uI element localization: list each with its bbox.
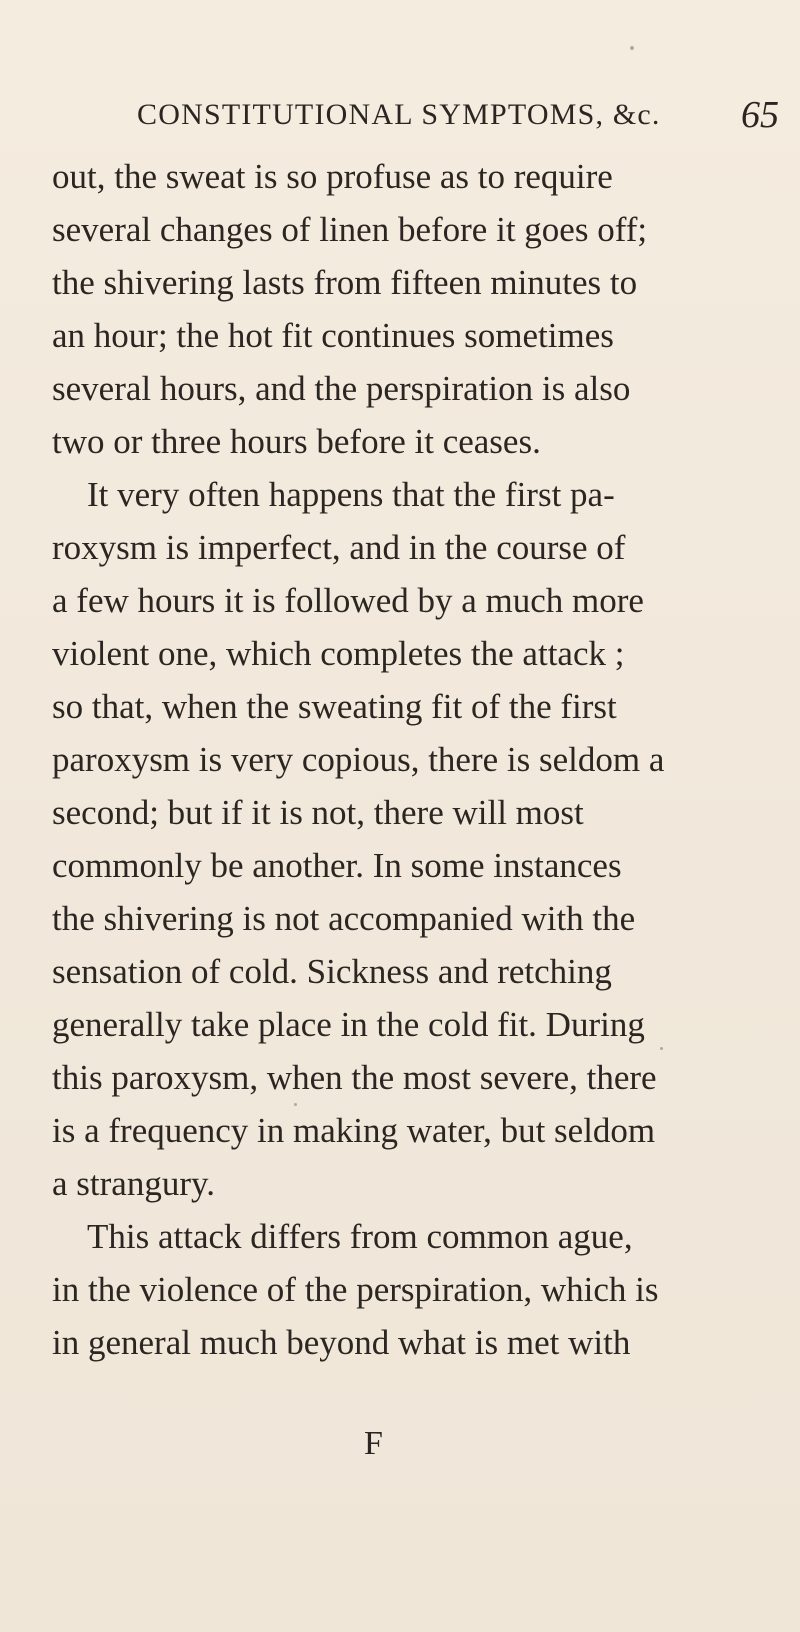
text-line: so that, when the sweating fit of the first xyxy=(52,687,617,726)
paragraph-start-line: This attack differs from common ague, xyxy=(87,1217,633,1256)
text-line: the shivering lasts from fifteen minutes to xyxy=(52,263,638,302)
text-line: is a frequency in making water, but seldom xyxy=(52,1111,656,1150)
page-number: 65 xyxy=(741,94,779,136)
text-line: several hours, and the perspiration is also xyxy=(52,369,631,408)
signature-mark: F xyxy=(364,1425,383,1462)
text-line: in the violence of the perspiration, which is xyxy=(52,1270,659,1309)
running-head: CONSTITUTIONAL SYMPTOMS, &c. xyxy=(137,98,661,131)
paper-speck xyxy=(660,1047,663,1050)
paragraph-start-line: It very often happens that the first pa- xyxy=(87,475,615,514)
text-line: in general much beyond what is met with xyxy=(52,1323,631,1362)
text-line: paroxysm is very copious, there is seldom a xyxy=(52,740,665,779)
text-line: an hour; the hot fit continues sometimes xyxy=(52,316,614,355)
text-line: two or three hours before it ceases. xyxy=(52,422,541,461)
text-line: second; but if it is not, there will most xyxy=(52,793,584,832)
page-header xyxy=(137,90,779,140)
text-line: this paroxysm, when the most severe, there xyxy=(52,1058,657,1097)
paper-speck xyxy=(630,46,634,50)
text-line: sensation of cold. Sickness and retching xyxy=(52,952,612,991)
text-line: generally take place in the cold fit. During xyxy=(52,1005,645,1044)
text-line: a strangury. xyxy=(52,1164,215,1203)
text-line: commonly be another. In some instances xyxy=(52,846,622,885)
text-line: the shivering is not accompanied with the xyxy=(52,899,636,938)
text-line: several changes of linen before it goes off; xyxy=(52,210,648,249)
text-line: out, the sweat is so profuse as to require xyxy=(52,157,613,196)
text-line: a few hours it is followed by a much more xyxy=(52,581,644,620)
body-text xyxy=(52,150,792,1369)
paper-speck xyxy=(294,1103,297,1106)
text-line: violent one, which completes the attack ; xyxy=(52,634,625,673)
text-line: roxysm is imperfect, and in the course of xyxy=(52,528,626,567)
